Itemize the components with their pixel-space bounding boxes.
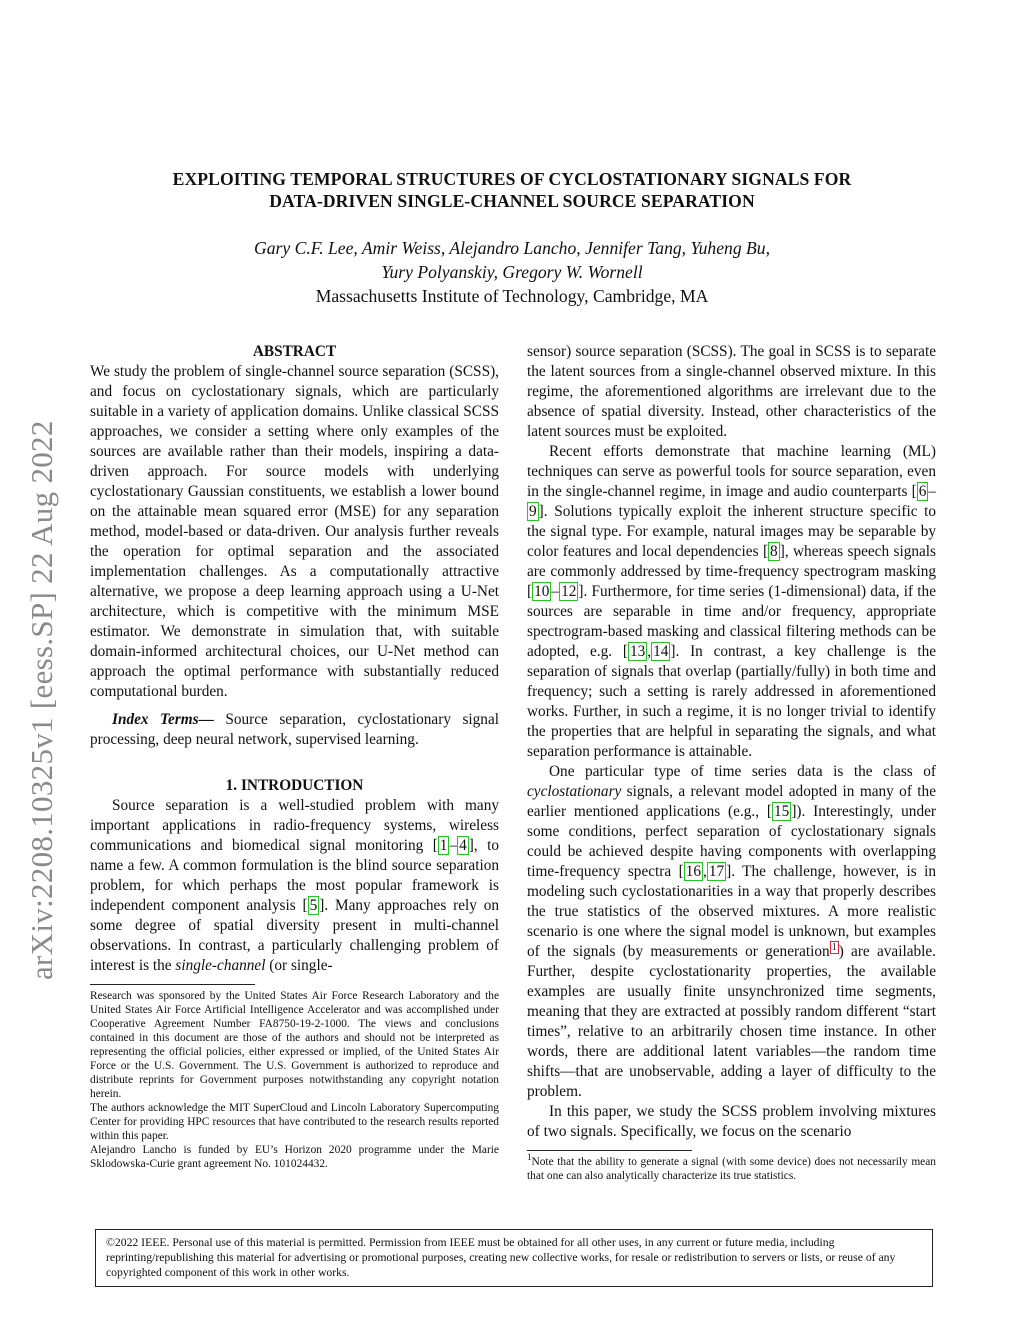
right-column: [527, 342, 936, 1183]
hpc-footnote: The authors acknowledge the MIT SuperCloud and Lincoln Laboratory Supercomputing Center for providing HPC resources that have contributed to the research results reported within this paper.: [90, 1102, 499, 1142]
paper-title: [100, 168, 924, 212]
left-column: [90, 342, 499, 1171]
affiliation: Massachusetts Institute of Technology, Cambridge, MA: [315, 286, 709, 306]
author-block: [100, 236, 924, 308]
paragraph: In this paper, we study the SCSS problem involving mixtures of two signals. Specifically, we focus on the scenario: [527, 1103, 936, 1140]
footnote-rule: [527, 1150, 692, 1151]
abstract-text: We study the problem of single-channel source separation (SCSS), and focus on cyclostationary signals, which are particularly suitable in a variety of application domains. Unlike classical SCSS approaches, we consider a setting where only examples of the sources are available rather than their models, inspiring a data-driven approach. For source models with underlying cyclostationary Gaussian constituents, we establish a lower bound on the attainable mean squared error (MSE) for any separation method, model-based or data-driven. Our analysis further reveals the operation for optimal separation and the associated implementation challenges. As a computationally attractive alternative, we propose a deep learning approach using a U-Net architecture, which is competitive with the minimum MSE estimator. We demonstrate in simulation that, with suitable domain-informed architectural choices, our U-Net method can approach the optimal performance with substantially reduced computational burden.: [90, 363, 499, 700]
authors-line-1: Gary C.F. Lee, Amir Weiss, Alejandro Lancho, Jennifer Tang, Yuheng Bu,: [254, 238, 770, 258]
funding-footnote: Research was sponsored by the United States Air Force Research Laboratory and the United States Air Force Artificial Intelligence Accelerator and was accomplished under Cooperative Agreement Number FA8750-19-2-1000. The views and conclusions contained in this document are those of the authors and should not be interpreted as representing the official policies, either expressed or implied, of the United States Air Force or the U.S. Government. The U.S. Government is authorized to reproduce and distribute reprints for Government purposes notwithstanding any copyright notation herein.: [90, 990, 499, 1100]
citation-link[interactable]: 15: [774, 803, 790, 820]
grant-footnote: Alejandro Lancho is funded by EU’s Horizon 2020 programme under the Marie Sklodowska-Curie grant agreement No. 101024432.: [90, 1144, 499, 1170]
citation-link[interactable]: 17: [708, 863, 725, 880]
citation-link[interactable]: 9: [529, 503, 537, 520]
footnote-link[interactable]: 1: [831, 941, 837, 953]
paragraph: Recent efforts demonstrate that machine learning (ML) techniques can serve as powerful tools for source separation, even in the single-channel regime, in image and audio counterparts [ 6 –9 ]. Solutions typically exploit the inherent structure specific to the signal type. For example, natural images may be separable by color features and local dependencies [ 8 ], whereas speech signals are commonly addressed by time-frequency spectrogram masking [ 10 – 12 ]. Furthermore, for time series (1-dimensional) data, if the sources are separable in time and/or frequency, appropriate spectrogram-based masking and classical filtering methods can be adopted, e.g. [ 13 , 14 ]. In contrast, a key challenge is the separation of signals that overlap (partially/fully) in both time and frequency; such a setting is rarely addressed in aforementioned works. Further, in such a regime, it is no longer trivial to identify the properties that are helpful in separating the signals, and what separation performance is attainable.: [527, 443, 937, 760]
intro-paragraph: Source separation is a well-studied problem with many important applications in radio-frequency systems, wireless communications and biomedical signal monitoring [ 1 – 4 ], to name a few. A common formulation is the blind source separation problem, for which perhaps the most popular framework is independent component analysis [ 5 ]. Many approaches rely on some degree of spatial diversity present in multi-channel observations. In contrast, a particularly challenging problem of interest is the single-channel (or single-: [90, 797, 500, 974]
arxiv-stamp: arXiv:2208.10325v1 [eess.SP] 22 Aug 2022: [24, 420, 59, 980]
paragraph: sensor) source separation (SCSS). The goal in SCSS is to separate the latent sources from a single-channel observed mixture. In this regime, the aforementioned algorithms are irrelevant due to the absence of spatial diversity. Instead, other characteristics of the latent sources must be exploited.: [527, 343, 936, 440]
footnote-1: $^1$Note that the ability to generate a signal (with some device) does not necessarily mean that one can also analytically characterize its true statistics.: [527, 1152, 936, 1182]
citation-link[interactable]: 14: [653, 643, 669, 660]
copyright-notice: ©2022 IEEE. Personal use of this material is permitted. Permission from IEEE must be obtained for all other uses, in any current or future media, including reprinting/republishing this material for advertising or promotional purposes, creating new collective works, for resale or redistribution to servers or lists, or reuse of any copyrighted component of this work in other works.: [95, 1229, 933, 1287]
citation-link[interactable]: 5: [309, 897, 318, 914]
index-terms: [90, 710, 499, 750]
citation-link[interactable]: 16: [685, 863, 701, 880]
paragraph: One particular type of time series data is the class of cyclostationary signals, a relevant model adopted in many of the earlier mentioned applications (e.g., [ 15 ]). Interestingly, under some conditions, perfect separation of cyclostationary signals could be achieved despite having components with overlapping time-frequency spectra [ 16 , 17 ]. The challenge, however, is in modeling such cyclostationarities in a way that properly describes the true statistics of the observed mixtures. A more realistic scenario is one where the signal model is unknown, but examples of the signals (by measurements or generation $^1$ ) are available. Further, despite cyclostationarity properties, the available examples are usually finite unsynchronized time segments, meaning that they are extracted at possibly random different “start times”, relative to an arbitrarily chosen time instance. In other words, there are additional latent variables—the random time shifts—that are unobservable, adding a layer of difficulty to the problem.: [527, 763, 937, 1100]
citation-link[interactable]: 8: [770, 543, 778, 560]
title-line-2: DATA-DRIVEN SINGLE-CHANNEL SOURCE SEPARATION: [269, 191, 755, 211]
index-terms-text: Source separation, cyclostationary signal processing, deep neural network, supervised learning.: [90, 711, 499, 748]
footnote-rule: [90, 984, 255, 985]
title-line-1: EXPLOITING TEMPORAL STRUCTURES OF CYCLOSTATIONARY SIGNALS FOR: [172, 169, 852, 189]
intro-heading: 1. INTRODUCTION: [225, 777, 364, 794]
citation-link[interactable]: 6: [918, 483, 927, 500]
index-terms-label: Index Terms—: [112, 711, 214, 728]
citation-link[interactable]: 10: [534, 583, 550, 600]
authors-line-2: Yury Polyanskiy, Gregory W. Wornell: [381, 262, 643, 282]
citation-link[interactable]: 1: [439, 837, 448, 854]
citation-link[interactable]: 12: [561, 583, 577, 600]
citation-link[interactable]: 13: [629, 643, 646, 660]
abstract-heading: ABSTRACT: [252, 343, 337, 360]
citation-link[interactable]: 4: [459, 837, 467, 854]
